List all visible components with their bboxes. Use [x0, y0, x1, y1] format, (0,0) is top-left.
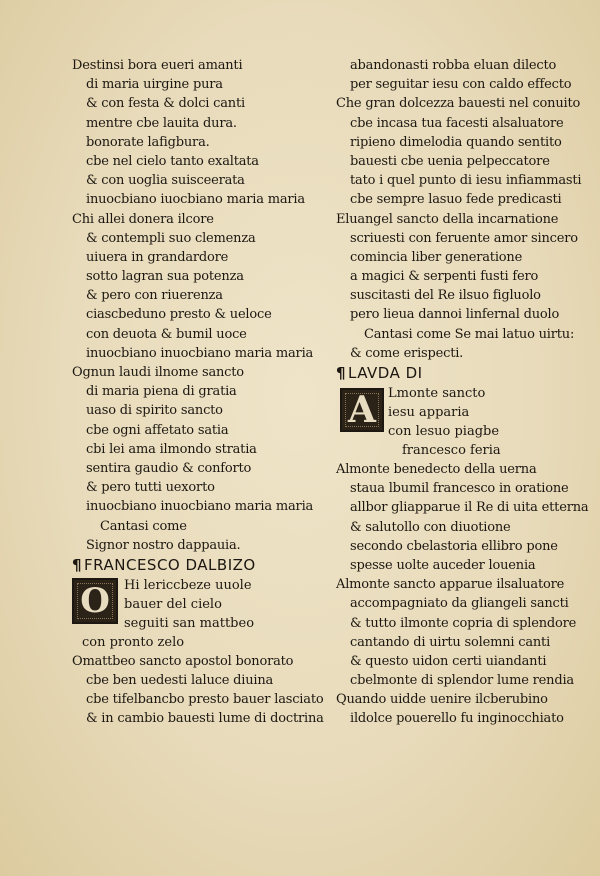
verse-line: Ognun laudi ilnome sancto [72, 365, 244, 380]
verse-line: Lmonte sancto [388, 386, 486, 401]
verse-line: ciascbeduno presto & ueloce [86, 307, 272, 323]
verse-line: a magici & serpenti fusti fero [350, 269, 539, 285]
verse-line: Quando uidde uenire ilcberubino [336, 692, 548, 708]
verse-line: suscitasti del Re ilsuo figluolo [350, 288, 541, 304]
initial-block [72, 576, 322, 652]
drop-cap-letter: O [80, 580, 110, 621]
verse-line: cantando di uirtu solemni canti [350, 634, 551, 650]
drop-cap-letter: A [348, 389, 376, 431]
verse-line: secondo cbelastoria ellibro pone [350, 538, 558, 554]
section-heading [336, 363, 598, 384]
verse-line: con deuota & bumil uoce [86, 326, 247, 342]
verse-line: cbe incasa tua facesti alsaluatore [350, 115, 564, 131]
verse-line: ripieno dimelodia quando sentito [350, 134, 562, 150]
initial-block [336, 384, 598, 460]
drop-cap-ornament [340, 388, 384, 432]
verse-line: bauesti cbe uenia pelpeccatore [350, 153, 550, 169]
verse-line: abandonasti robba eluan dilecto [350, 58, 557, 73]
verse-line: inuocbiano inuocbiano maria maria [86, 499, 314, 515]
verse-line: Eluangel sancto della incarnatione [336, 211, 559, 227]
verse-line: pero lieua dannoi linfernal duolo [350, 307, 560, 323]
performance-note: & come erispecti. [350, 345, 464, 361]
verse-line: bonorate lafigbura. [86, 134, 210, 150]
verse-line: per seguitar iesu con caldo effecto [350, 77, 572, 93]
pilcrow-icon: ¶ [72, 555, 83, 574]
verse-line: cbi lei ama ilmondo stratia [86, 441, 257, 457]
verse-line: & tutto ilmonte copria di splendore [350, 615, 577, 631]
verse-line: Chi allei donera ilcore [72, 211, 214, 227]
verse-line: bauer del cielo [124, 596, 222, 612]
stanza-left-1 [72, 56, 322, 210]
verse-line: ildolce pouerello fu inginocchiato [350, 711, 564, 727]
verse-line: cbe ben uedesti laluce diuina [86, 673, 274, 689]
heading-text: FRANCESCO DALBIZO [84, 555, 256, 574]
section-heading [72, 555, 322, 576]
verse-line: & con uoglia suisceerata [86, 173, 245, 189]
verse-line: & pero tutti uexorto [86, 480, 215, 496]
verse-line: Almonte benedecto della uerna [336, 462, 537, 477]
verse-line: & pero con riuerenza [86, 288, 223, 304]
verse-line: scriuesti con feruente amor sincero [350, 230, 578, 246]
verse-line: di maria uirgine pura [86, 77, 223, 93]
heading-text: LAVDA DI [348, 364, 423, 382]
verse-line: di maria piena di gratia [86, 384, 237, 400]
stanza-left-3 [72, 363, 322, 555]
verse-line: Hi lericcbeze uuole [124, 577, 252, 593]
verse-line: sentira gaudio & conforto [86, 460, 252, 476]
stanza-left-2 [72, 210, 322, 364]
performance-note: Cantasi come Se mai latuo uirtu: [364, 326, 575, 342]
right-column [336, 56, 598, 729]
verse-line: cbe ogni affetato satia [86, 422, 229, 438]
performance-note: Cantasi come [100, 518, 187, 534]
verse-line: inuocbiano inuocbiano maria maria [86, 345, 314, 361]
verse-line: & contempli suo clemenza [86, 230, 256, 246]
verse-line: uaso di spirito sancto [86, 403, 223, 419]
verse-line: con pronto zelo [82, 634, 185, 650]
verse-line: iesu apparia [388, 405, 470, 420]
pilcrow-icon: ¶ [336, 364, 347, 382]
verse-line: mentre cbe lauita dura. [86, 115, 237, 131]
stanza-right-2 [336, 460, 598, 729]
verse-line: tato i quel punto di iesu infiammasti [350, 173, 582, 189]
verse-line: Almonte sancto apparue ilsaluatore [336, 577, 565, 593]
verse-line: cbe nel cielo tanto exaltata [86, 153, 259, 169]
verse-line: inuocbiano iuocbiano maria maria [86, 192, 305, 208]
verse-line: Destinsi bora eueri amanti [72, 58, 243, 73]
verse-line: con lesuo piagbe [388, 424, 500, 439]
verse-line: uiuera in grandardore [86, 249, 229, 265]
verse-line: & con festa & dolci canti [86, 96, 245, 112]
verse-line: spesse uolte auceder louenia [350, 557, 536, 573]
verse-line: cbe tifelbancbo presto bauer lasciato [86, 692, 324, 708]
stanza-right-1 [336, 56, 598, 363]
verse-line: allbor gliapparue il Re di uita etterna [350, 500, 589, 516]
verse-line: francesco feria [402, 443, 501, 458]
verse-line: seguiti san mattbeo [124, 615, 255, 631]
verse-line: & in cambio bauesti lume di doctrina [86, 711, 324, 727]
verse-line: Omattbeo sancto apostol bonorato [72, 653, 294, 669]
verse-line: & salutollo con diuotione [350, 519, 511, 535]
verse-line: Che gran dolcezza bauesti nel conuito [336, 96, 581, 112]
verse-line: cbe sempre lasuo fede predicasti [350, 192, 562, 208]
verse-line: sotto lagran sua potenza [86, 269, 244, 285]
left-column [72, 56, 322, 729]
drop-cap-ornament [72, 578, 118, 624]
verse-line: comincia liber generatione [350, 249, 523, 265]
verse-line: cbelmonte di splendor lume rendia [350, 673, 574, 689]
verse-line: & questo uidon certi uiandanti [350, 653, 547, 669]
verse-line: staua lbumil francesco in oratione [350, 481, 569, 497]
performance-note: Signor nostro dappauia. [86, 537, 241, 553]
stanza-left-4 [72, 652, 322, 729]
verse-line: accompagniato da gliangeli sancti [350, 596, 569, 612]
